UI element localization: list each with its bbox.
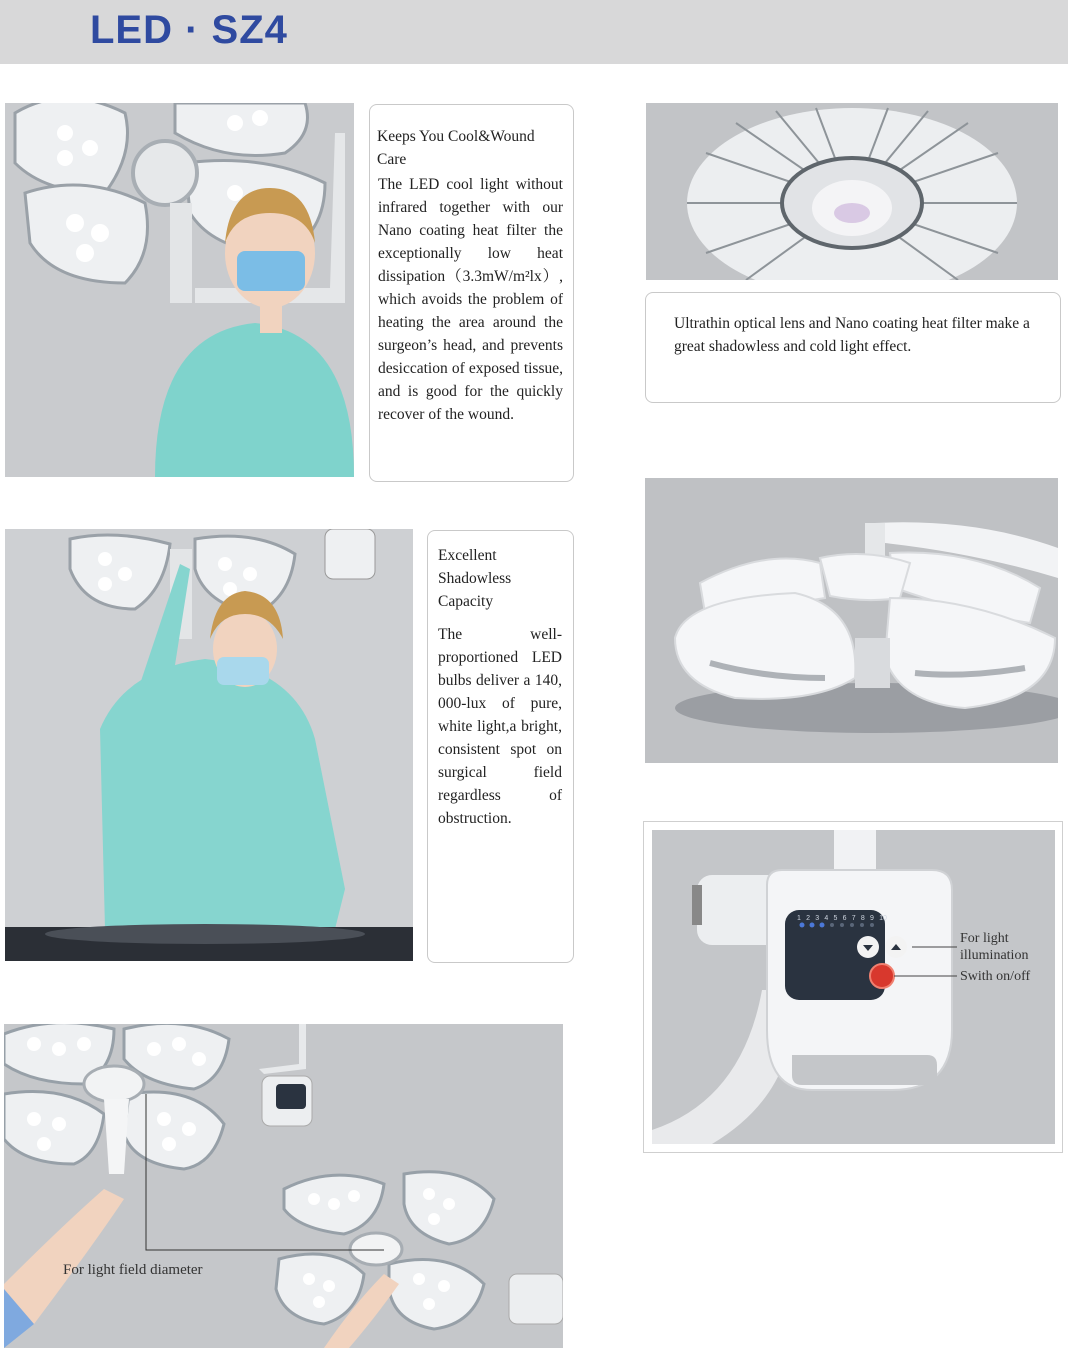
label-light-field-diameter: For light field diameter [63, 1262, 203, 1278]
header-bar [0, 0, 1068, 64]
photo-surgeon-mask [5, 103, 354, 477]
control-panel-frame [643, 821, 1063, 1153]
scale-label: 7 [851, 915, 856, 922]
scale-label: 10 [879, 915, 887, 922]
heading-cool-wound-care: Keeps You Cool&Wound Care [377, 128, 535, 168]
scale-label: 6 [842, 915, 847, 922]
text-box-optical-lens [645, 292, 1061, 403]
scale-label: 2 [806, 915, 811, 922]
scale-label: 4 [824, 915, 829, 922]
body-shadowless: The well-proportioned LED bulbs deliver a 140, 000-lux of pure, white light,a bright, consistent spot on surgical field regardless of obstruction. [438, 626, 562, 827]
text-box-shadowless [427, 530, 574, 963]
label-illumination: For light illumination [960, 931, 1029, 963]
label-switch: Swith on/off [960, 969, 1031, 984]
scale-label: 3 [815, 915, 820, 922]
photo-surgeon-adjusting [5, 529, 413, 961]
photo-control-panel [652, 830, 1055, 1144]
photo-optical-lens [646, 103, 1058, 280]
photo-light-field-adjust [4, 1024, 563, 1348]
body-optical-lens: Ultrathin optical lens and Nano coating heat filter make a great shadowless and cold light effect. [674, 315, 1030, 355]
scale-label: 1 [797, 915, 801, 922]
scale-label: 8 [860, 915, 865, 922]
body-cool-wound-care: The LED cool light without infrared together with our Nano coating heat filter the exceptionally low heat dissipation（3.3mW/m²lx）, which avoids the problem of heating the area around the surgeon’s head, and prevents desiccation of exposed tissue, and is good for the quickly recover of the wound. [378, 176, 563, 423]
brightness-scale [797, 915, 887, 922]
page-title: LED · SZ4 [90, 8, 288, 52]
heading-shadowless: Excellent Shadowless Capacity [438, 547, 512, 610]
photo-lamp-head [645, 478, 1058, 763]
scale-label: 9 [870, 915, 874, 922]
scale-label: 5 [833, 915, 838, 922]
text-box-cool-wound-care [369, 104, 574, 482]
